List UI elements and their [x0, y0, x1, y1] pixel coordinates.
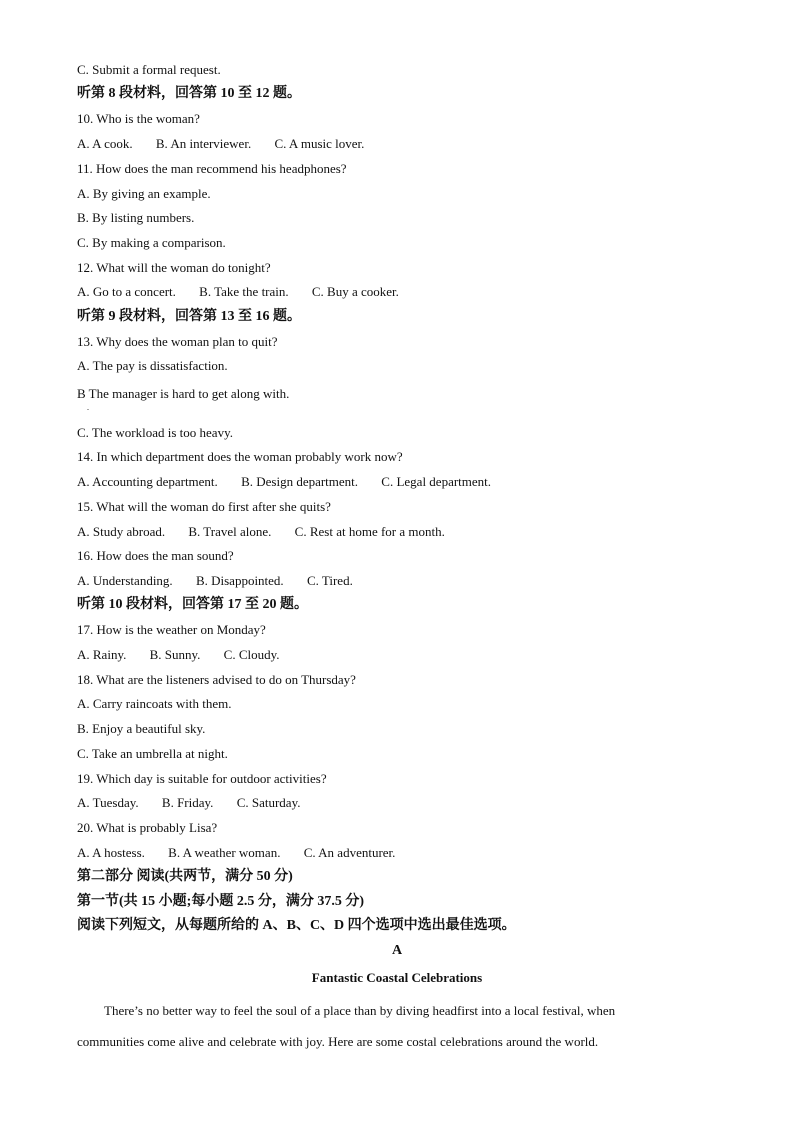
q18-option-a: A. Carry raincoats with them.: [77, 696, 232, 711]
q11-option-b: B. By listing numbers.: [77, 210, 195, 225]
question-15-options: [77, 523, 445, 541]
q14-option-a: A. Accounting department.: [77, 474, 218, 489]
q11-option-c: C. By making a comparison.: [77, 235, 226, 250]
q14-option-b: B. Design department.: [241, 474, 359, 489]
question-15: 15. What will the woman do first after she quits?: [77, 499, 331, 514]
question-12: 12. What will the woman do tonight?: [77, 260, 271, 275]
q17-option-a: A. Rainy.: [77, 647, 127, 662]
q10-option-c: C. A music lover.: [274, 136, 365, 151]
reading-instructions: 阅读下列短文，从每题所给的 A、B、C、D 四个选项中选出最佳选项。: [77, 918, 516, 933]
section-heading-10: 听第 10 段材料，回答第 17 至 20 题。: [77, 597, 308, 612]
q19-option-c: C. Saturday.: [236, 795, 301, 810]
question-19: 19. Which day is suitable for outdoor activities?: [77, 771, 327, 786]
passage-title: Fantastic Coastal Celebrations: [311, 970, 483, 985]
q17-option-c: C. Cloudy.: [223, 647, 280, 662]
section-heading-8: 听第 8 段材料，回答第 10 至 12 题。: [77, 86, 301, 101]
question-17-options: [77, 646, 280, 664]
question-14-options: [77, 473, 491, 491]
q17-option-b: B. Sunny.: [149, 647, 201, 662]
q15-option-c: C. Rest at home for a month.: [294, 524, 445, 539]
q14-option-c: C. Legal department.: [381, 474, 492, 489]
q18-option-c: C. Take an umbrella at night.: [77, 746, 228, 761]
question-10: 10. Who is the woman?: [77, 111, 200, 126]
q19-option-b: B. Friday.: [161, 795, 214, 810]
q18-option-b: B. Enjoy a beautiful sky.: [77, 721, 206, 736]
question-11: 11. How does the man recommend his headphones?: [77, 161, 347, 176]
passage-letter: A: [391, 943, 403, 958]
question-12-options: [77, 283, 399, 301]
q16-option-b: B. Disappointed.: [195, 573, 284, 588]
section-one-heading: 第一节(共 15 小题;每小题 2.5 分，满分 37.5 分): [77, 894, 364, 909]
q19-option-a: A. Tuesday.: [77, 795, 139, 810]
q10-option-a: A. A cook.: [77, 136, 133, 151]
question-16-options: [77, 572, 353, 590]
q9-option-c: C. Submit a formal request.: [77, 62, 221, 77]
question-14: 14. In which department does the woman probably work now?: [77, 449, 403, 464]
question-18: 18. What are the listeners advised to do on Thursday?: [77, 672, 356, 687]
question-13: 13. Why does the woman plan to quit?: [77, 334, 278, 349]
question-16: 16. How does the man sound?: [77, 548, 234, 563]
question-10-options: [77, 135, 364, 153]
q16-option-c: C. Tired.: [306, 573, 353, 588]
q13-option-a: A. The pay is dissatisfaction.: [77, 358, 228, 373]
q15-option-a: A. Study abroad.: [77, 524, 166, 539]
question-20-options: [77, 844, 395, 862]
q12-option-c: C. Buy a cooker.: [311, 284, 399, 299]
question-20: 20. What is probably Lisa?: [77, 820, 218, 835]
passage-paragraph-line-2: communities come alive and celebrate with joy. Here are some costal celebrations around the world.: [77, 1034, 599, 1049]
passage-paragraph-line-1: There’s no better way to feel the soul of a place than by diving headfirst into a local festival, when: [104, 1003, 616, 1018]
q12-option-a: A. Go to a concert.: [77, 284, 176, 299]
part-two-heading: 第二部分 阅读(共两节，满分 50 分): [77, 869, 293, 884]
section-heading-9: 听第 9 段材料，回答第 13 至 16 题。: [77, 309, 301, 324]
q13-option-c: C. The workload is too heavy.: [77, 425, 233, 440]
q20-option-c: C. An adventurer.: [303, 845, 396, 860]
q11-option-a: A. By giving an example.: [77, 186, 211, 201]
q16-option-a: A. Understanding.: [77, 573, 173, 588]
q15-option-b: B. Travel alone.: [188, 524, 272, 539]
q12-option-b: B. Take the train.: [199, 284, 289, 299]
q20-option-b: B. A weather woman.: [168, 845, 281, 860]
stray-dot: .: [87, 403, 89, 412]
q10-option-b: B. An interviewer.: [155, 136, 252, 151]
q13-option-b: B The manager is hard to get along with.: [77, 386, 290, 401]
question-17: 17. How is the weather on Monday?: [77, 622, 266, 637]
q20-option-a: A. A hostess.: [77, 845, 145, 860]
question-19-options: [77, 794, 300, 812]
